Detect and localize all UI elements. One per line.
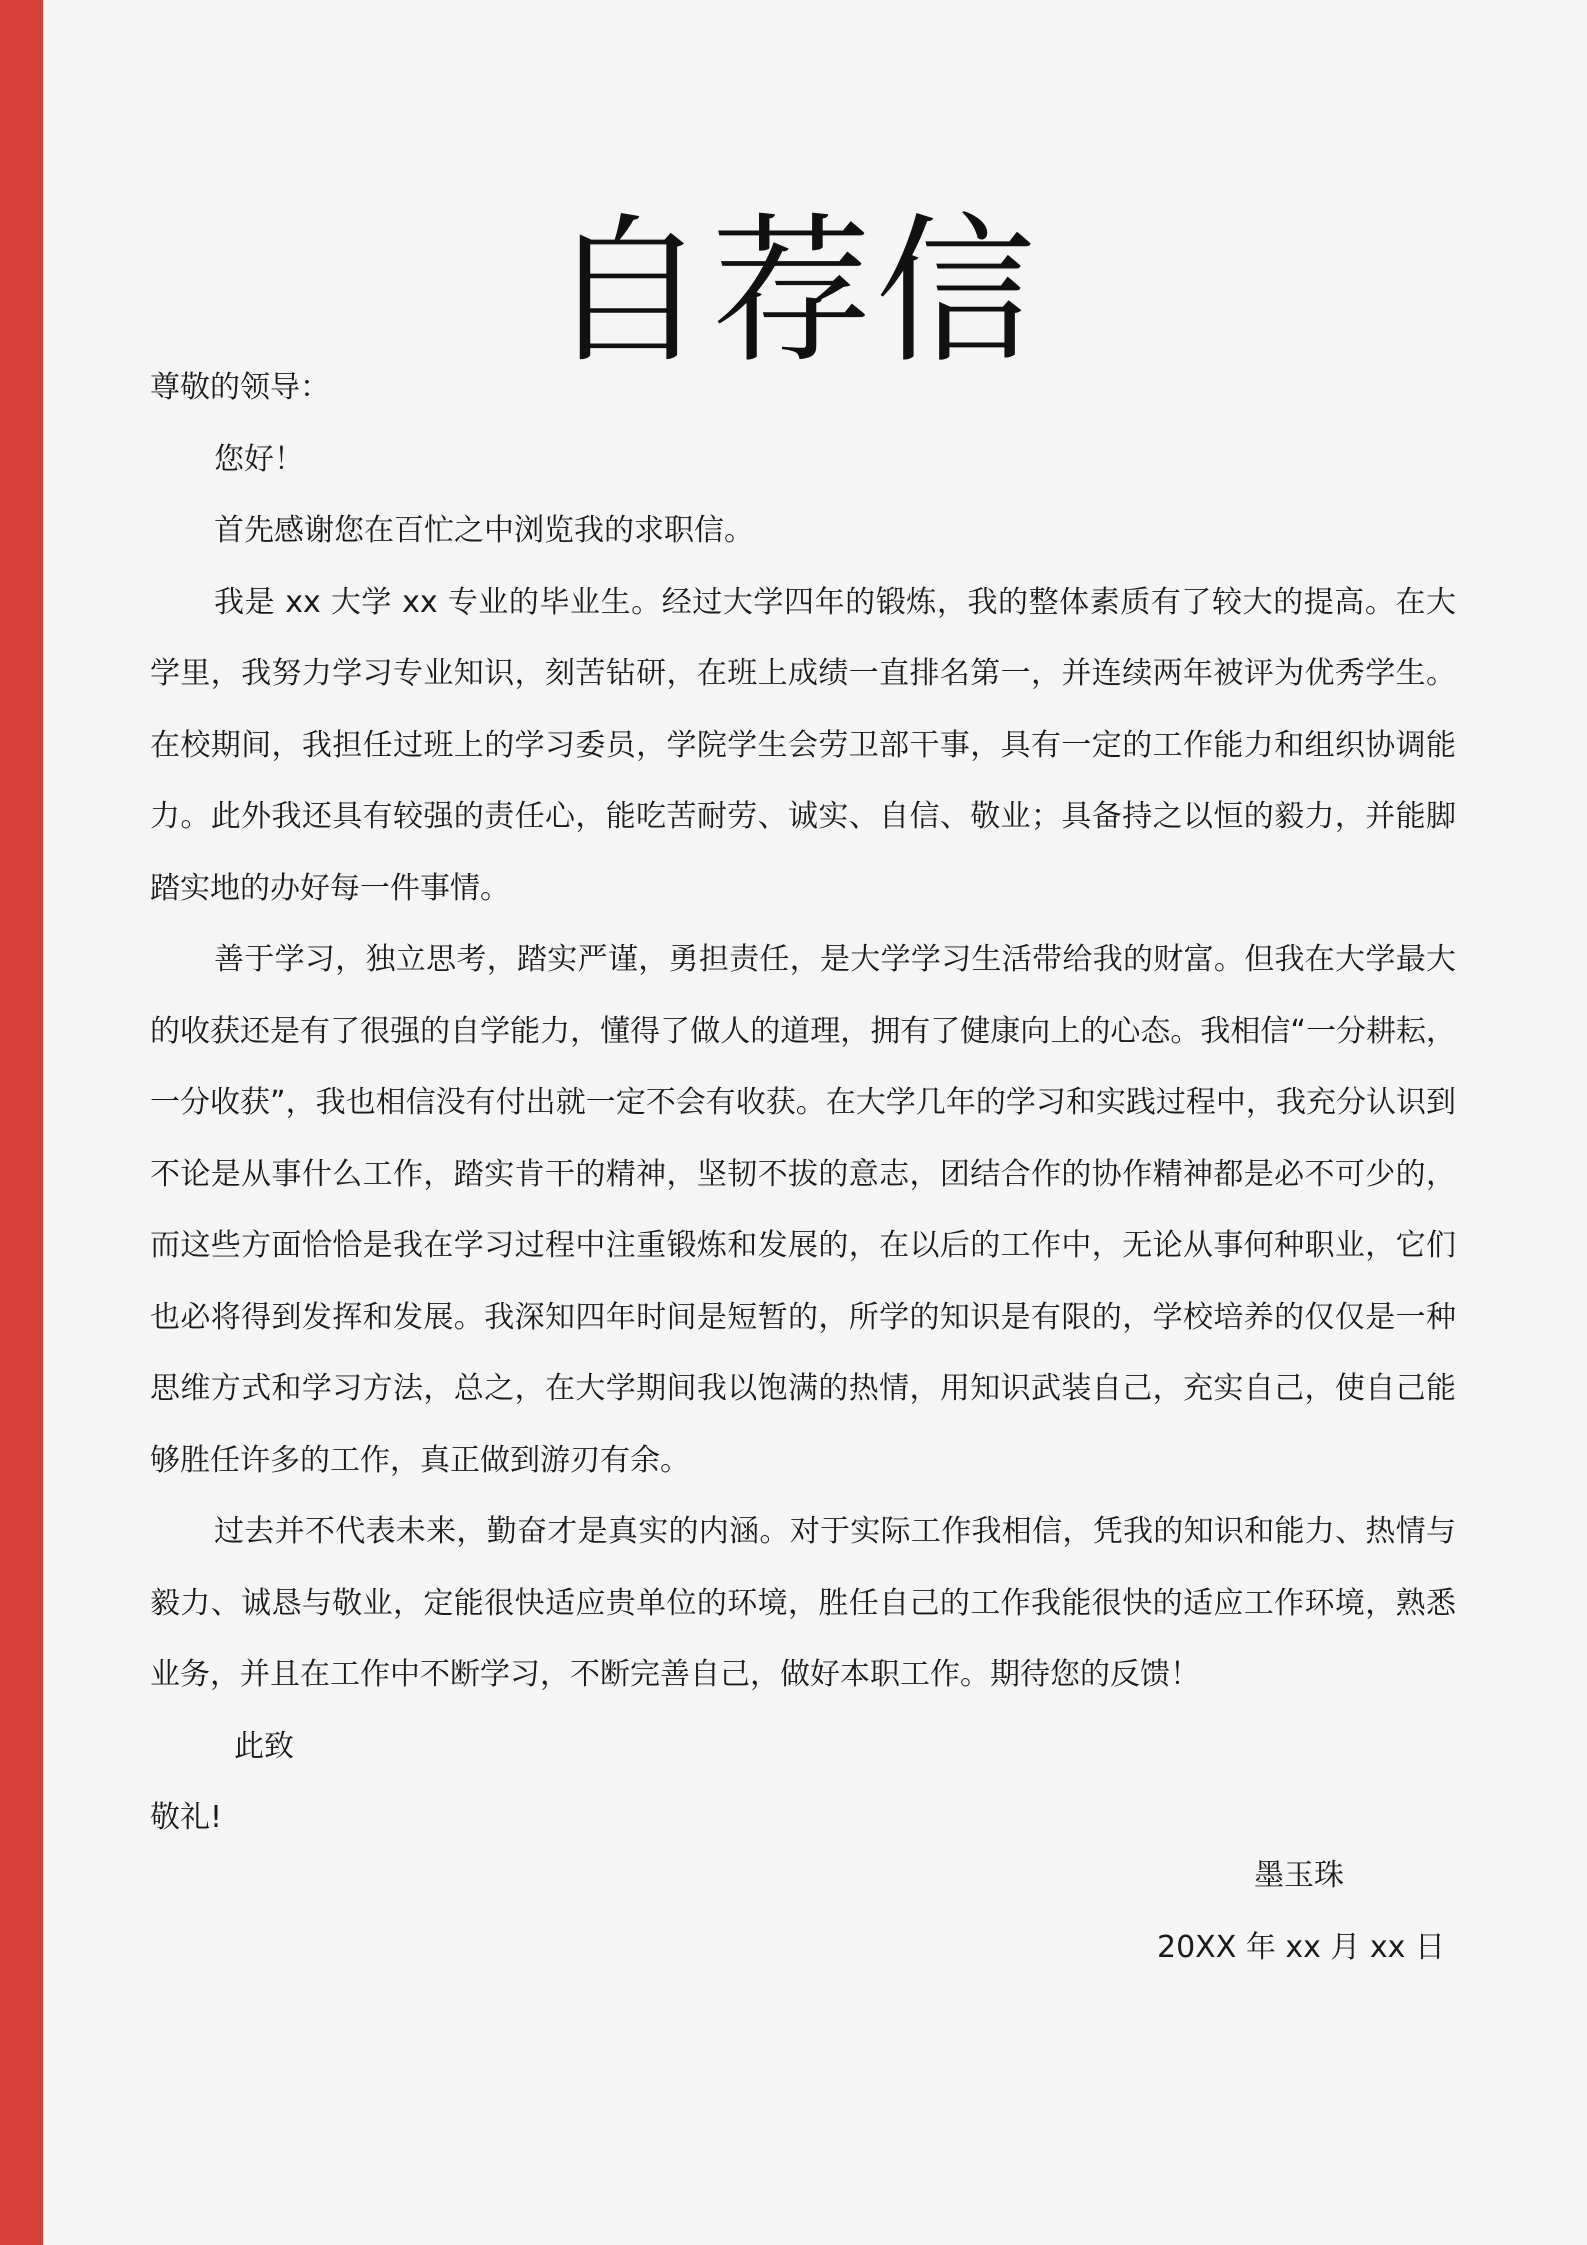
letter-body (150, 352, 1456, 1854)
closing-line: 此致 (234, 1728, 294, 1764)
page-title: 自荐信 (547, 198, 1040, 385)
greeting: 您好！ (214, 441, 304, 477)
paragraph-intro: 首先感谢您在百忙之中浏览我的求职信。 (214, 513, 754, 548)
paragraph-strengths: 善于学习，独立思考，踏实严谨，勇担责任，是大学学习生活带给我的财富。但我在大学最大的收获还是有了很强的自学能力，懂得了做人的道理，拥有了健康向上的心态。我相信“一分耕耘，一分收获”，我也相信没有付出就一定不会有收获。在大学几年的学习和实践过程中，我充分认识到不论是从事什么工作，踏实肯干的精神，坚韧不拔的意志，团结合作的协作精神都是必不可少的，而这些方面恰恰是我在学习过程中注重锻炼和发展的，在以后的工作中，无论从事何种职业，它们也必将得到发挥和发展。我深知四年时间是短暂的，所学的知识是有限的，学校培养的仅仅是一种思维方式和学习方法，总之，在大学期间我以饱满的热情，用知识武装自己，充实自己，使自己能够胜任许多的工作，真正做到游刃有余。 (150, 942, 1456, 1478)
paragraph-conclusion: 过去并不代表未来，勤奋才是真实的内涵。对于实际工作我相信，凭我的知识和能力、热情与毅力、诚恳与敬业，定能很快适应贵单位的环境，胜任自己的工作我能很快的适应工作环境，熟悉业务，并且在工作中不断学习，不断完善自己，做好本职工作。期待您的反馈！ (150, 1514, 1456, 1692)
paragraph-background: 我是 xx 大学 xx 专业的毕业生。经过大学四年的锻炼，我的整体素质有了较大的提高。在大学里，我努力学习专业知识，刻苦钻研，在班上成绩一直排名第一，并连续两年被评为优秀学生。在校期间，我担任过班上的学习委员，学院学生会劳卫部干事，具有一定的工作能力和组织协调能力。此外我还具有较强的责任心，能吃苦耐劳、诚实、自信、敬业；具备持之以恒的毅力，并能脚踏实地的办好每一件事情。 (150, 584, 1456, 906)
letter-date: 20XX 年 xx 月 xx 日 (1157, 1930, 1445, 1965)
salutation: 尊敬的领导： (150, 370, 330, 405)
regards: 敬礼! (150, 1800, 223, 1835)
signature: 墨玉珠 (1254, 1858, 1344, 1893)
